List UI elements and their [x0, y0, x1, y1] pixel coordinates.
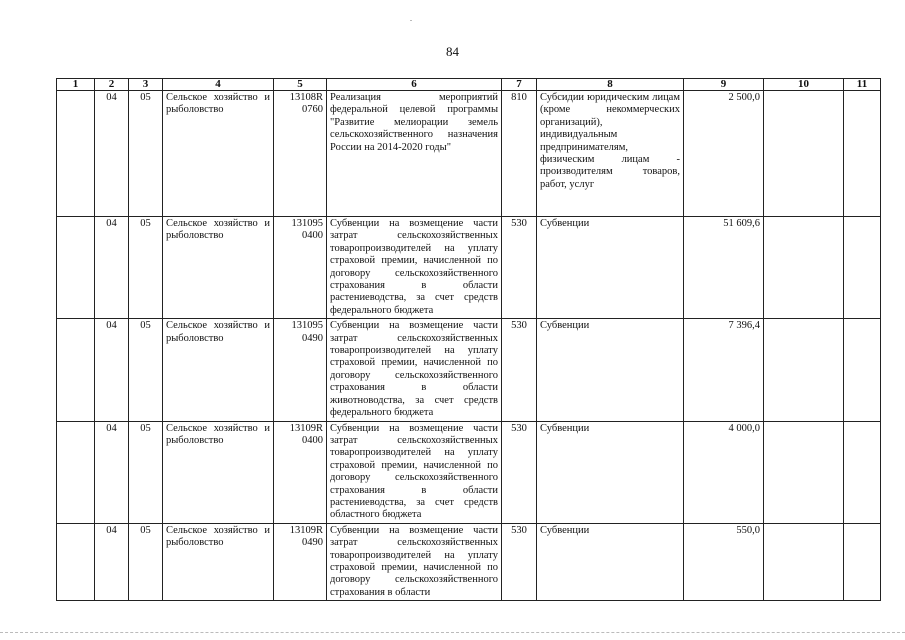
cell-col10 — [764, 319, 844, 421]
table-row — [57, 523, 881, 600]
cell-target-article: 13109R 0490 — [274, 523, 327, 600]
cell-expense-name: Субвенции — [537, 523, 684, 600]
cell-col10 — [764, 523, 844, 600]
cell-expense-type: 530 — [502, 421, 537, 523]
column-header: 6 — [327, 79, 502, 91]
cell-amount: 550,0 — [684, 523, 764, 600]
cell-amount: 51 609,6 — [684, 217, 764, 319]
cell-amount: 7 396,4 — [684, 319, 764, 421]
cell-expense-type: 810 — [502, 91, 537, 217]
cell-target-article: 131095 0400 — [274, 217, 327, 319]
cell-description: Субвенции на возмещение части затрат сельскохозяйственных товаропроизводителей на уплату страховой премии, начисленной по договору сельскохозяйственного страхования в области растениеводства, за счет средств областного бюджета — [327, 421, 502, 523]
cell-expense-type: 530 — [502, 319, 537, 421]
cell-index — [57, 217, 95, 319]
table-row — [57, 217, 881, 319]
cell-target-article: 131095 0490 — [274, 319, 327, 421]
column-header: 1 — [57, 79, 95, 91]
cell-description: Субвенции на возмещение части затрат сельскохозяйственных товаропроизводителей на уплату страховой премии, начисленной по договору сельскохозяйственного страхования в области растениеводства, за счет средств федерального бюджета — [327, 217, 502, 319]
cell-description: Субвенции на возмещение части затрат сельскохозяйственных товаропроизводителей на уплату страховой премии, начисленной по договору сельскохозяйственного страхования в области — [327, 523, 502, 600]
cell-index — [57, 421, 95, 523]
scan-artifact — [410, 20, 412, 21]
cell-expense-name: Субвенции — [537, 217, 684, 319]
cell-description: Реализация мероприятий федеральной целевой программы "Развитие мелиорации земель сельскохозяйственного назначения России на 2014-2020 годы" — [327, 91, 502, 217]
column-header: 5 — [274, 79, 327, 91]
cell-col11 — [844, 319, 881, 421]
cell-amount: 4 000,0 — [684, 421, 764, 523]
column-header: 4 — [163, 79, 274, 91]
cell-index — [57, 319, 95, 421]
cell-section: 04 — [95, 217, 129, 319]
cell-section-name: Сельское хозяйство и рыболовство — [163, 421, 274, 523]
column-header: 3 — [129, 79, 163, 91]
table-row — [57, 91, 881, 217]
page-number: 84 — [446, 44, 459, 59]
cell-index — [57, 91, 95, 217]
cell-section-name: Сельское хозяйство и рыболовство — [163, 91, 274, 217]
cell-section: 04 — [95, 421, 129, 523]
cell-section: 04 — [95, 91, 129, 217]
cell-subsection: 05 — [129, 217, 163, 319]
cell-col10 — [764, 421, 844, 523]
cell-description: Субвенции на возмещение части затрат сельскохозяйственных товаропроизводителей на уплату страховой премии, начисленной по договору сельскохозяйственного страхования в области животноводства, за счет средств федерального бюджета — [327, 319, 502, 421]
budget-table — [56, 78, 881, 601]
header-row — [57, 79, 881, 91]
cell-subsection: 05 — [129, 421, 163, 523]
table-row — [57, 319, 881, 421]
cell-col11 — [844, 217, 881, 319]
cell-section: 04 — [95, 319, 129, 421]
column-header: 10 — [764, 79, 844, 91]
cell-subsection: 05 — [129, 523, 163, 600]
cell-col10 — [764, 217, 844, 319]
cell-col10 — [764, 91, 844, 217]
cell-section-name: Сельское хозяйство и рыболовство — [163, 523, 274, 600]
column-header: 2 — [95, 79, 129, 91]
cell-expense-type: 530 — [502, 523, 537, 600]
cell-section-name: Сельское хозяйство и рыболовство — [163, 217, 274, 319]
cell-col11 — [844, 91, 881, 217]
cell-expense-name: Субвенции — [537, 421, 684, 523]
column-header: 7 — [502, 79, 537, 91]
cell-subsection: 05 — [129, 319, 163, 421]
cell-subsection: 05 — [129, 91, 163, 217]
column-header: 11 — [844, 79, 881, 91]
column-header: 9 — [684, 79, 764, 91]
table-row — [57, 421, 881, 523]
cell-col11 — [844, 523, 881, 600]
cell-expense-name: Субвенции — [537, 319, 684, 421]
cell-expense-type: 530 — [502, 217, 537, 319]
cell-target-article: 13109R 0400 — [274, 421, 327, 523]
cell-target-article: 13108R 0760 — [274, 91, 327, 217]
cell-col11 — [844, 421, 881, 523]
page-bottom-edge — [0, 632, 905, 634]
cell-amount: 2 500,0 — [684, 91, 764, 217]
cell-expense-name: Субсидии юридическим лицам (кроме некоммерческих организаций), индивидуальным предпринимателям, физическим лицам - производителям товаров, работ, услуг — [537, 91, 684, 217]
cell-section: 04 — [95, 523, 129, 600]
cell-index — [57, 523, 95, 600]
column-header: 8 — [537, 79, 684, 91]
cell-section-name: Сельское хозяйство и рыболовство — [163, 319, 274, 421]
